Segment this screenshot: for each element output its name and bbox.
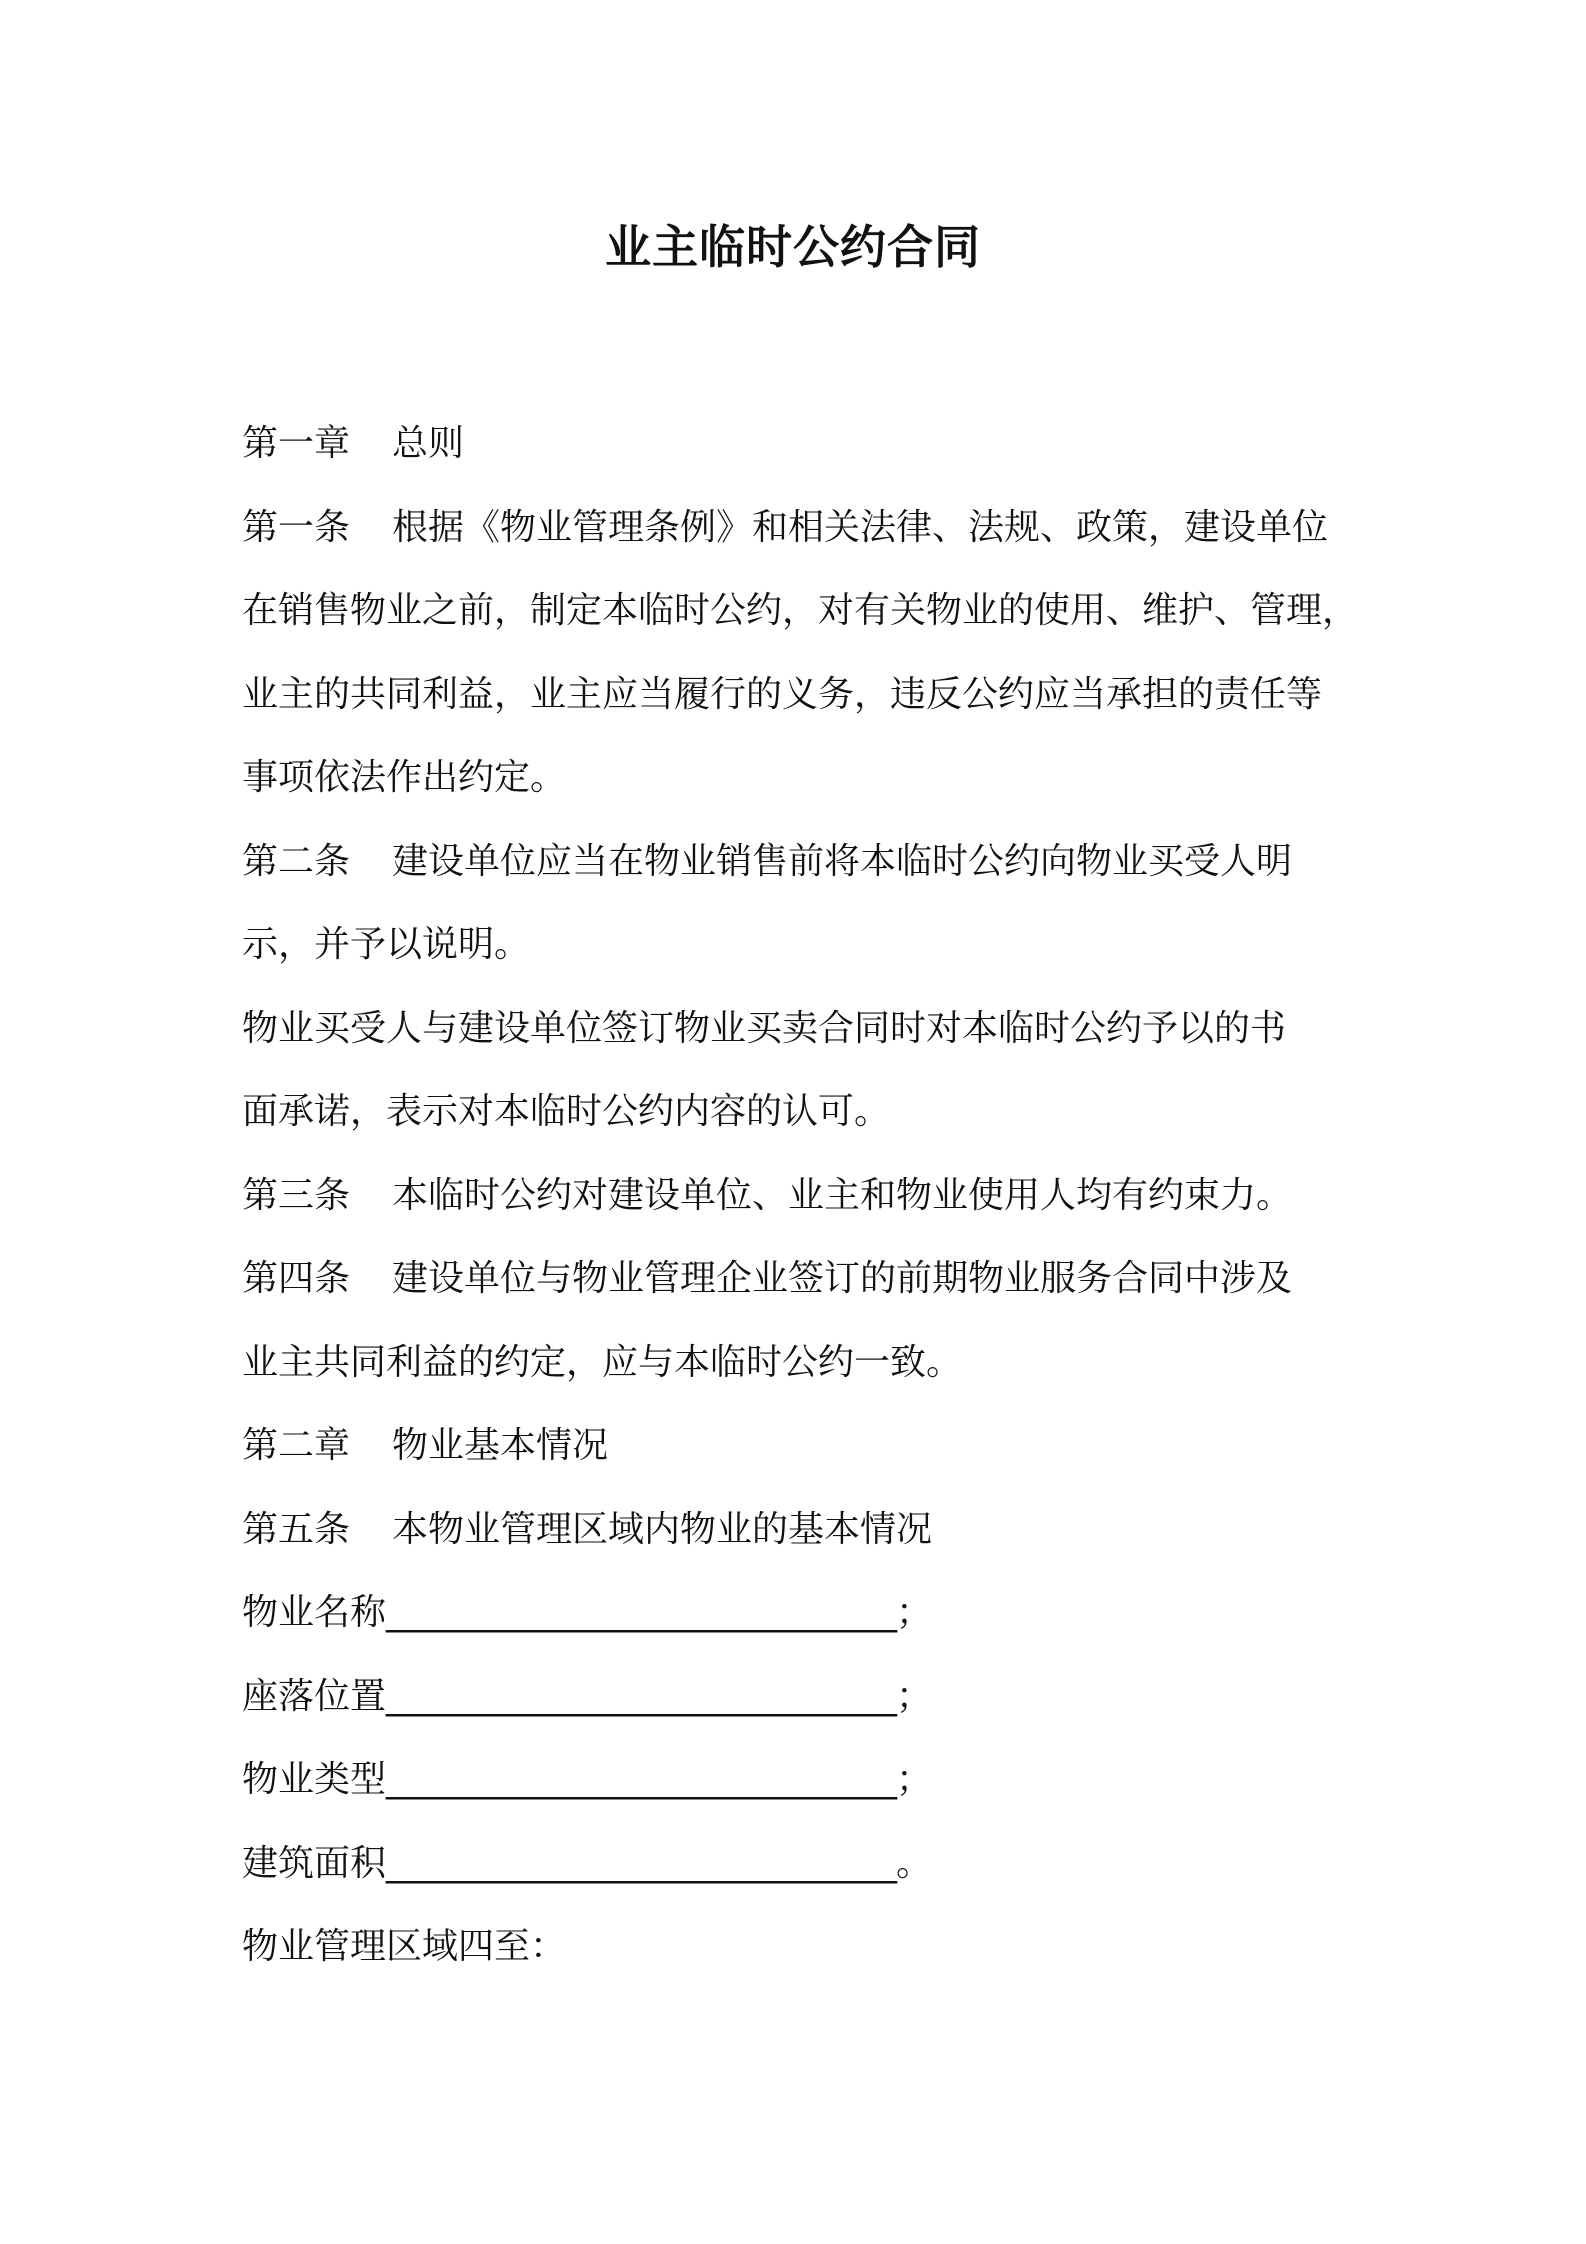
article-line (242, 486, 1357, 570)
field-blank: ______________________________ (386, 1842, 897, 1884)
chapter-heading (242, 1404, 1357, 1488)
paragraph-line (242, 569, 1357, 653)
line-text: 业主共同利益的约定，应与本临时公约一致。 (242, 1341, 963, 1383)
article-line (242, 1488, 1357, 1572)
line-text: 总则 (392, 423, 465, 464)
line-text: 物业买受人与建设单位签订物业买卖合同时对本临时公约予以的书 (242, 1007, 1287, 1049)
line-text: 根据《物业管理条例》和相关法律、法规、政策，建设单位 (392, 506, 1329, 548)
field-label: 建筑面积 (242, 1842, 387, 1884)
line-text: 本临时公约对建设单位、业主和物业使用人均有约束力。 (392, 1174, 1293, 1216)
line-text: 面承诺，表示对本临时公约内容的认可。 (242, 1091, 891, 1132)
document-body (242, 402, 1357, 1989)
line-label: 第一章 (242, 423, 351, 464)
line-label: 第一条 (242, 506, 351, 548)
field-label: 座落位置 (242, 1675, 387, 1717)
field-label: 物业名称 (242, 1592, 387, 1633)
form-field-property-name (242, 1571, 1357, 1655)
line-text: 物业基本情况 (392, 1425, 609, 1466)
line-label: 第五条 (242, 1508, 351, 1550)
article-line (242, 1154, 1357, 1238)
line-label: 第二条 (242, 840, 351, 882)
chapter-heading (242, 402, 1357, 486)
line-label: 第三条 (242, 1174, 351, 1216)
field-blank: ______________________________ (386, 1759, 897, 1800)
paragraph-line (242, 1321, 1357, 1405)
line-label: 第四条 (242, 1258, 351, 1299)
line-label: 第二章 (242, 1425, 351, 1466)
field-end: ； (896, 1759, 933, 1800)
paragraph-line (242, 736, 1357, 820)
paragraph-line (242, 903, 1357, 987)
field-end: ； (896, 1592, 933, 1633)
paragraph-line (242, 1905, 1357, 1989)
field-blank: ______________________________ (386, 1675, 897, 1717)
line-text: 建设单位与物业管理企业签订的前期物业服务合同中涉及 (392, 1258, 1293, 1299)
paragraph-line (242, 987, 1357, 1071)
article-line (242, 820, 1357, 904)
line-text: 物业管理区域四至： (242, 1926, 567, 1967)
line-text: 业主的共同利益，业主应当履行的义务，违反公约应当承担的责任等 (242, 673, 1323, 715)
paragraph-line (242, 653, 1357, 737)
field-blank: ______________________________ (386, 1592, 897, 1633)
field-end: ； (896, 1675, 933, 1717)
field-label: 物业类型 (242, 1759, 387, 1800)
field-end: 。 (896, 1842, 933, 1884)
article-line (242, 1237, 1357, 1321)
form-field-location (242, 1655, 1357, 1739)
document-title: 业主临时公约合同 (605, 220, 981, 274)
form-field-property-type (242, 1738, 1357, 1822)
paragraph-line (242, 1070, 1357, 1154)
line-text: 建设单位应当在物业销售前将本临时公约向物业买受人明 (392, 840, 1293, 882)
line-text: 本物业管理区域内物业的基本情况 (392, 1508, 933, 1550)
line-text: 在销售物业之前，制定本临时公约，对有关物业的使用、维护、管理， (242, 590, 1359, 631)
form-field-floor-area (242, 1822, 1357, 1906)
line-text: 示，并予以说明。 (242, 924, 531, 965)
line-text: 事项依法作出约定。 (242, 757, 567, 798)
